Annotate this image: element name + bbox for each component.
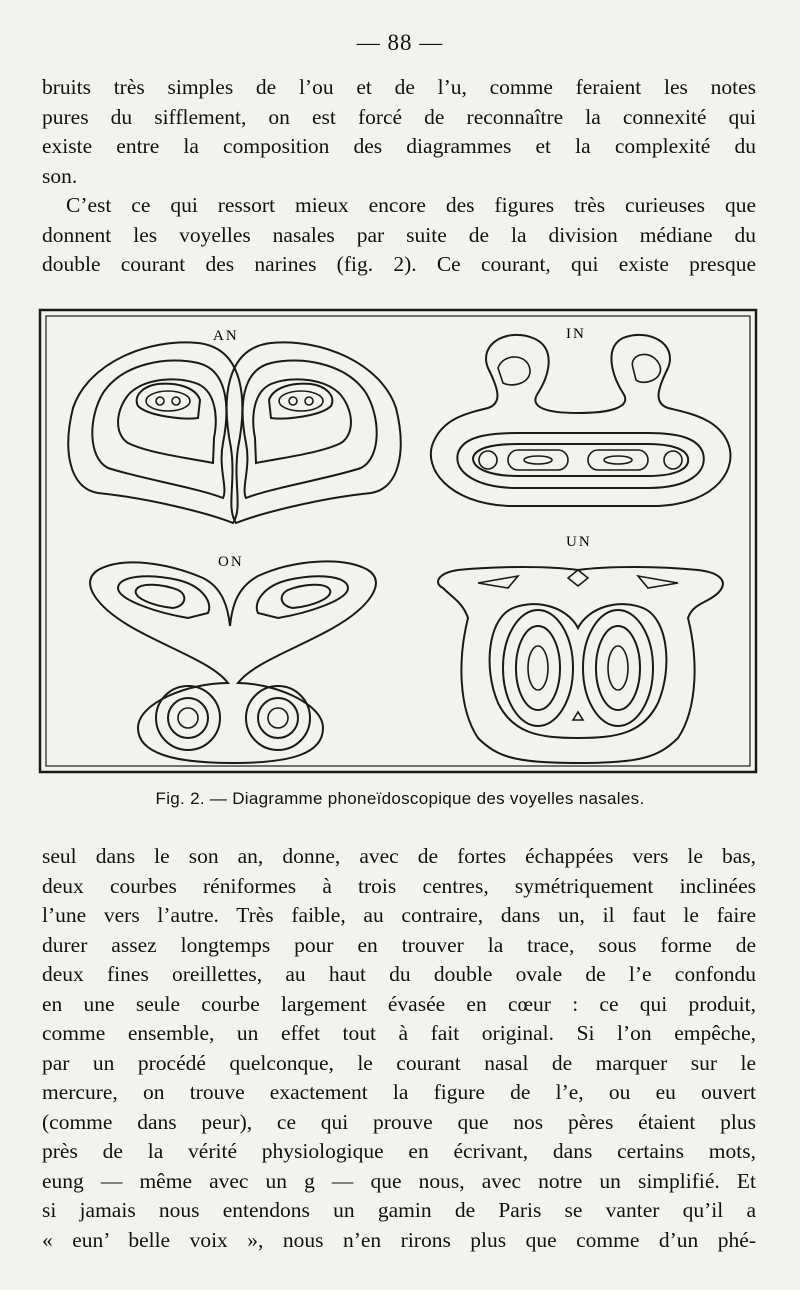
text-line: existe entre la composition des diagrammes et la complexité du: [42, 134, 756, 158]
text-line: C’est ce qui ressort mieux encore des figures très curieuses que: [66, 193, 756, 217]
figure-frame: [40, 310, 756, 772]
text-line: par un procédé quelconque, le courant nasal de marquer sur le: [42, 1050, 756, 1075]
text-line: eung — même avec un g — que nous, avec notre un simplifié. Et: [42, 1168, 756, 1193]
figure-inner-frame: [46, 316, 750, 766]
text-line: comme ensemble, un effet tout à fait original. Si l’on empêche,: [42, 1021, 756, 1045]
on-shape: [90, 561, 376, 763]
text-line: double courant des narines (fig. 2). Ce courant, qui existe presque: [42, 252, 756, 276]
in-shape: [431, 335, 731, 506]
text-line: deux fines oreillettes, au haut du double ovale de l’e confondu: [42, 962, 756, 986]
text-line: l’une vers l’autre. Très faible, au contraire, dans un, il faut le faire: [42, 903, 756, 927]
top-text-block: [42, 73, 756, 280]
text-line: durer assez longtemps pour en trouver la trace, sous forme de: [42, 932, 756, 957]
text-line: pures du sifflement, on est forcé de reconnaître la connexité qui: [42, 104, 756, 129]
label-un: UN: [566, 534, 592, 550]
label-an: AN: [213, 328, 239, 344]
text-line: bruits très simples de l’ou et de l’u, comme feraient les notes: [42, 75, 756, 99]
text-line: son.: [42, 163, 78, 188]
text-line: mercure, on trouve exactement la figure de l’e, ou eu ouvert: [42, 1080, 756, 1104]
an-shape: [68, 342, 400, 523]
text-line: (comme dans peur), ce qui prouve que nos pères étaient plus: [42, 1109, 756, 1134]
figure-caption: Fig. 2. — Diagramme phoneïdoscopique des voyelles nasales.: [155, 789, 645, 808]
text-line: en une seule courbe largement évasée en cœur : ce qui produit,: [42, 991, 756, 1016]
label-on: ON: [218, 554, 244, 570]
label-in: IN: [566, 326, 586, 342]
bottom-text-block: [42, 842, 756, 1255]
un-shape: [438, 567, 723, 763]
diagram-svg: [38, 308, 758, 774]
nasal-vowel-diagram: [38, 308, 758, 774]
text-line: près de la vérité physiologique en écrivant, dans certains mots,: [42, 1139, 756, 1163]
text-line: si jamais nous entendons un gamin de Paris se vanter qu’il a: [42, 1198, 756, 1222]
text-line: seul dans le son an, donne, avec de fortes échappées vers le bas,: [42, 844, 756, 868]
text-line: « eun’ belle voix », nous n’en rirons plus que comme d’un phé-: [42, 1227, 756, 1252]
page-number: — 88 —: [356, 30, 444, 55]
text-line: deux courbes réniformes à trois centres, symétriquement inclinées: [42, 873, 756, 898]
text-line: donnent les voyelles nasales par suite de la division médiane du: [42, 222, 756, 247]
